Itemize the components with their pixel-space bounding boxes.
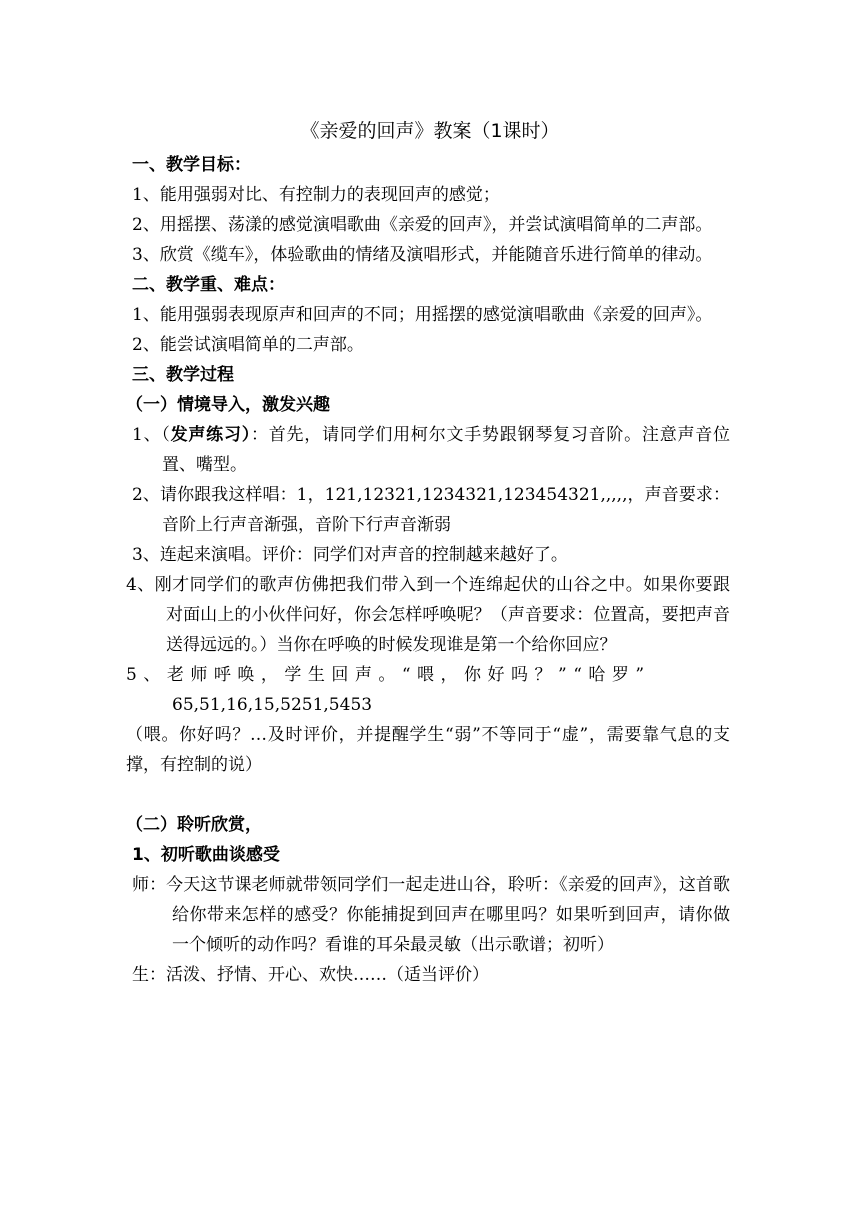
process-item-3: 3、连起来演唱。评价：同学们对声音的控制越来越好了。 [132, 545, 568, 565]
spacer [132, 780, 730, 810]
keypoint-item-2: 2、能尝试演唱简单的二声部。 [132, 335, 364, 355]
keypoint-item-1: 1、能用强弱表现原声和回声的不同；用摇摆的感觉演唱歌曲《亲爱的回声》。 [132, 305, 713, 325]
process-item-4: 4、刚才同学们的歌声仿佛把我们带入到一个连绵起伏的山谷之中。如果你要跟对面山上的小伙伴问好，你会怎样呼唤呢？（声音要求：位置高，要把声音送得远远的。）当你在呼唤的时候发现谁是第一个给你回应？ [126, 575, 730, 655]
process-note: （喂。你好吗？…及时评价，并提醒学生“弱”不等同于“虚”，需要靠气息的支撑，有控制的说） [126, 725, 730, 775]
process-item-5-line2: 65,51,16,15,5251,5453 [172, 695, 373, 715]
goal-item-1: 1、能用强弱对比、有控制力的表现回声的感觉； [132, 185, 500, 205]
process-item-1-bold: 发声练习） [170, 425, 251, 445]
section-heading-process: 三、教学过程 [132, 365, 234, 385]
process-item-5-line1: 5、老师呼唤，学生回声。“喂，你好吗？”“哈罗” [126, 665, 651, 685]
part1-heading: （一）情境导入，激发兴趣 [126, 395, 330, 415]
part2-sub-heading: 1、初听歌曲谈感受 [132, 845, 280, 865]
process-item-1-num: 1、（ [132, 425, 171, 445]
section-heading-goals: 一、教学目标： [132, 155, 251, 175]
teacher-speech: 师：今天这节课老师就带领同学们一起走进山谷，聆听：《亲爱的回声》，这首歌给你带来怎样的感受？你能捕捉到回声在哪里吗？如果听到回声，请你做一个倾听的动作吗？看谁的耳朵最灵敏（出示歌谱；初听） [132, 875, 730, 955]
goal-item-3: 3、欣赏《缆车》，体验歌曲的情绪及演唱形式，并能随音乐进行简单的律动。 [132, 245, 713, 265]
process-item-1-rest: ：首先，请同学们用柯尔文手势跟钢琴复习音阶。注意声音位置、嘴型。 [162, 425, 731, 475]
process-item-2: 2、请你跟我这样唱：1，121,12321,1234321,123454321,,,,,，声音要求：音阶上行声音渐强，音阶下行声音渐弱 [132, 485, 730, 535]
part2-heading: （二）聆听欣赏， [126, 815, 262, 835]
process-item-1 [132, 420, 730, 480]
section-heading-keypoints: 二、教学重、难点： [132, 275, 285, 295]
student-response: 生：活泼、抒情、开心、欢快……（适当评价） [132, 965, 489, 985]
document-body [126, 150, 731, 990]
goal-item-2: 2、用摇摆、荡漾的感觉演唱歌曲《亲爱的回声》，并尝试演唱简单的二声部。 [132, 215, 713, 235]
page-title: 《亲爱的回声》教案（1课时） [300, 120, 560, 142]
